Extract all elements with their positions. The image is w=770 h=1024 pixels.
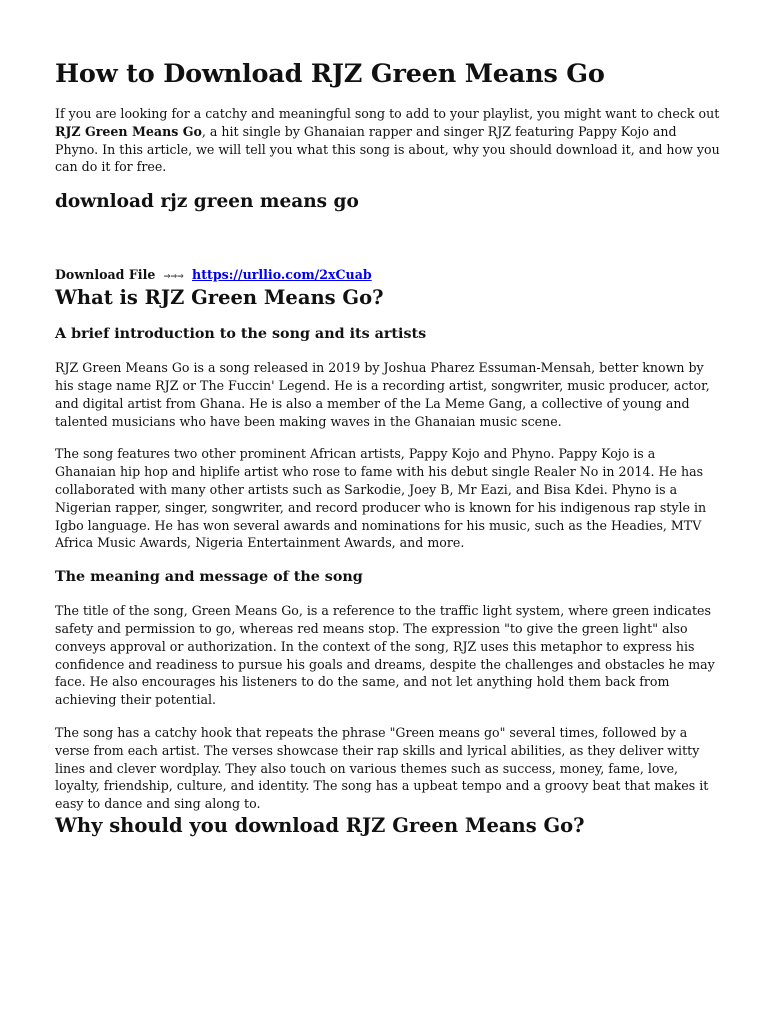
- page-title: How to Download RJZ Green Means Go: [55, 59, 605, 89]
- download-line: [55, 266, 720, 285]
- intro-text-after: , a hit single by Ghanaian rapper and singer RJZ featuring Pappy Kojo and Phyno. In this article, we will tell you what this song is about, why you should download it, and how you can do it for free.: [55, 123, 720, 175]
- section-heading-why-download: Why should you download RJZ Green Means Go?: [55, 813, 585, 837]
- document-page: [55, 0, 720, 839]
- download-link[interactable]: https://urllio.com/2xCuab: [192, 267, 372, 283]
- intro-paragraph: [55, 105, 720, 176]
- intro-song-title: RJZ Green Means Go: [55, 123, 202, 139]
- paragraph-artist-rjz: RJZ Green Means Go is a song released in 2019 by Joshua Pharez Essuman-Mensah, better known by his stage name RJZ or The Fuccin' Legend. He is a recording artist, songwriter, music producer, actor, and digital artist from Ghana. He is also a member of the La Meme Gang, a collective of young and talented musicians who have been making waves in the Ghanaian music scene.: [55, 360, 710, 429]
- paragraph-featured-artists: The song features two other prominent African artists, Pappy Kojo and Phyno. Pappy Kojo is a Ghanaian hip hop and hiplife artist who rose to fame with his debut single Realer No in 2014. He has collaborated with many other artists such as Sarkodie, Joey B, Mr Eazi, and Bisa Kdei. Phyno is a Nigerian rapper, singer, songwriter, and record producer who is known for his indigenous rap style in Igbo language. He has won several awards and nominations for his music, such as the Headies, MTV Africa Music Awards, Nigeria Entertainment Awards, and more.: [55, 446, 707, 551]
- download-label: Download File: [55, 267, 156, 283]
- subsection-heading-introduction: A brief introduction to the song and its artists: [55, 326, 427, 343]
- intro-text-before: If you are looking for a catchy and meaningful song to add to your playlist, you might want to check out: [55, 106, 720, 121]
- section-heading-what-is: What is RJZ Green Means Go?: [55, 286, 384, 310]
- subsection-heading-meaning: The meaning and message of the song: [55, 569, 363, 586]
- download-subheading: download rjz green means go: [55, 191, 359, 213]
- paragraph-meaning: The title of the song, Green Means Go, is a reference to the traffic light system, where green indicates safety and permission to go, whereas red means stop. The expression "to give the green light" also conveys approval or authorization. In the context of the song, RJZ uses this metaphor to express his confidence and readiness to pursue his goals and dreams, despite the challenges and obstacles he may face. He also encourages his listeners to do the same, and not let anything hold them back from achieving their potential.: [55, 603, 715, 708]
- arrow-icons: ⇒⇒⇒: [163, 269, 184, 283]
- paragraph-hook: The song has a catchy hook that repeats the phrase "Green means go" several times, followed by a verse from each artist. The verses showcase their rap skills and lyrical abilities, as they deliver witty lines and clever wordplay. They also touch on various themes such as success, money, fame, love, loyalty, friendship, culture, and identity. The song has a upbeat tempo and a groovy beat that makes it easy to dance and sing along to.: [55, 724, 709, 812]
